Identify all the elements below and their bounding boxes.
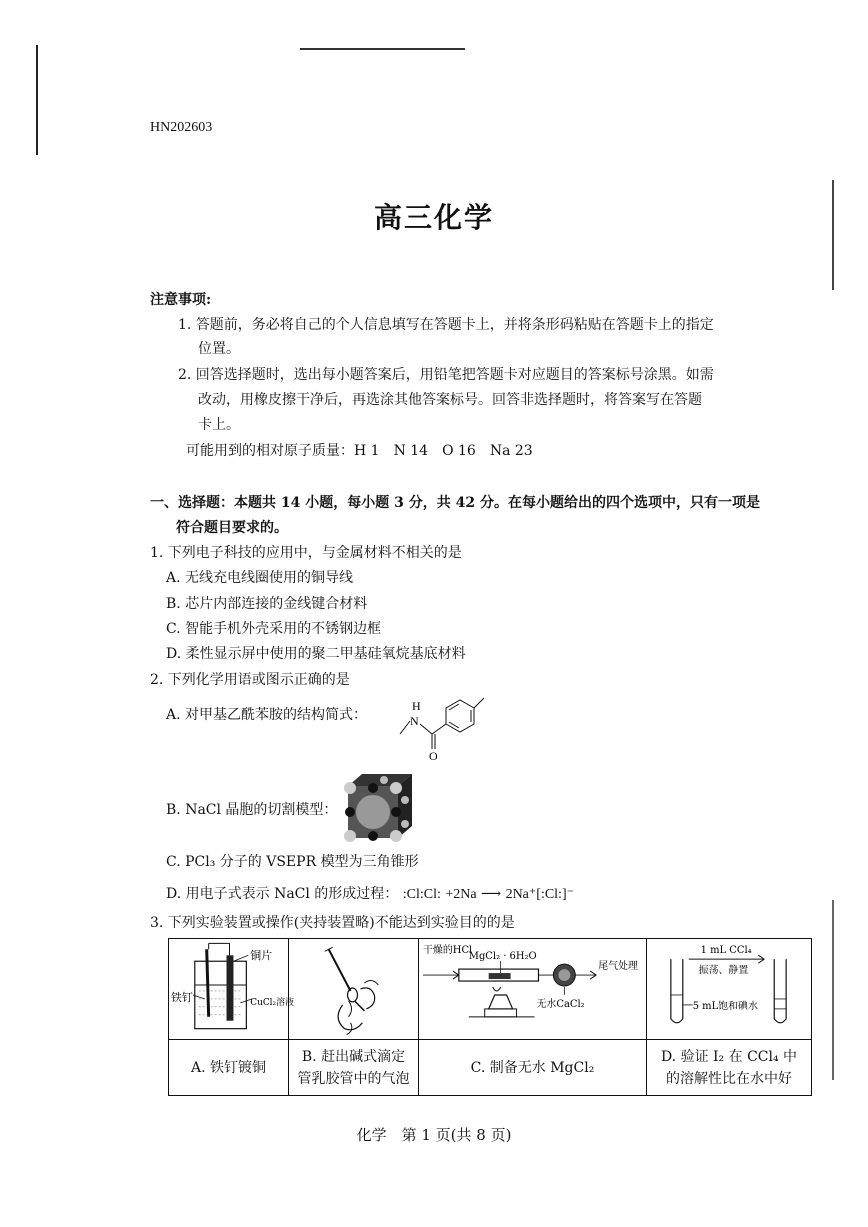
label-ccl4: 1 mL CCl₄ (700, 945, 752, 957)
atom-h: H (412, 699, 421, 713)
section-heading-cont: 符合题目要求的。 (176, 520, 288, 536)
atomic-masses: 可能用到的相对原子质量：H 1 N 14 O 16 Na 23 (186, 443, 533, 459)
page-title: 高三化学 (373, 201, 494, 234)
q3-option-a: A. 铁钉镀铜 (169, 1040, 289, 1096)
label-cacl2: 无水CaCl₂ (536, 998, 585, 1010)
q1-option-d: D. 柔性显示屏中使用的聚二甲基硅氧烷基底材料 (166, 646, 466, 662)
label-iodine-water: 5 mL饱和碘水 (692, 1000, 758, 1012)
q2-option-a: A. 对甲基乙酰苯胺的结构简式： (166, 707, 368, 723)
label-copper: 铜片 (250, 949, 273, 963)
atom-o: O (429, 749, 438, 763)
q2-option-b: B. NaCl 晶胞的切割模型： (166, 802, 338, 818)
q1-option-b: B. 芯片内部连接的金线键合材料 (166, 596, 368, 612)
label-shake: 振荡、静置 (698, 965, 749, 977)
notice-item-2: 2. 回答选择题时，选出每小题答案后，用铅笔把答题卡对应题目的答案标号涂黑。如需 (178, 367, 714, 383)
q2-formula-plus: +2Na (445, 887, 477, 902)
q3-option-d: D. 验证 I₂ 在 CCl₄ 中 的溶解性比在水中好 (647, 1040, 812, 1096)
q2-formula-left: :Cl:Cl: (402, 887, 441, 902)
atom-n: N (410, 714, 419, 728)
label-solution: CuCl₂溶液 (250, 997, 294, 1008)
reaction-arrow: ⟶ (481, 886, 502, 902)
burette-bubble-apparatus (289, 939, 418, 1039)
q3-cell-a-image (169, 939, 294, 1040)
notice-item-1-cont: 位置。 (198, 341, 240, 357)
section-heading: 一、选择题：本题共 14 小题，每小题 3 分，共 42 分。在每小题给出的四个选项中，只有一项是 (150, 495, 760, 511)
acetanilide-structure (398, 694, 508, 766)
notice-heading: 注意事项: (150, 292, 212, 308)
q3-apparatus-table (168, 938, 812, 1096)
q2-option-c: C. PCl₃ 分子的 VSEPR 模型为三角锥形 (166, 854, 419, 870)
label-dry-hcl: 干燥的HCl (422, 945, 473, 957)
iodine-extraction-apparatus (647, 939, 811, 1039)
scan-margin-line (36, 45, 38, 155)
q1-option-c: C. 智能手机外壳采用的不锈钢边框 (166, 621, 382, 637)
scan-margin-line (832, 900, 834, 1080)
q3-cell-b-image (289, 939, 419, 1040)
page-footer: 化学 第 1 页(共 8 页) (356, 1126, 512, 1144)
q3-option-c: C. 制备无水 MgCl₂ (419, 1040, 647, 1096)
label-tail-gas: 尾气处理 (598, 961, 638, 973)
q2-stem: 2. 下列化学用语或图示正确的是 (150, 672, 350, 688)
notice-item-1: 1. 答题前，务必将自己的个人信息填写在答题卡上，并将条形码粘贴在答题卡上的指定 (178, 317, 714, 333)
q2-option-d-text: D. 用电子式表示 NaCl 的形成过程： (166, 886, 399, 902)
notice-item-2-cont: 改动，用橡皮擦干净后，再选涂其他答案标号。回答非选择题时，将答案写在答题 (198, 392, 702, 408)
q3-cell-d-image (647, 939, 812, 1040)
label-iron: 铁钉 (170, 990, 193, 1004)
q3-option-b: B. 赶出碱式滴定 管乳胶管中的气泡 (289, 1040, 419, 1096)
anhydrous-mgcl2-apparatus (419, 939, 646, 1039)
q3-stem: 3. 下列实验装置或操作(夹持装置略)不能达到实验目的的是 (150, 915, 515, 931)
q1-stem: 1. 下列电子科技的应用中，与金属材料不相关的是 (150, 545, 462, 561)
q2-option-d (166, 884, 574, 905)
exam-code: HN202603 (150, 120, 213, 135)
notice-item-2-cont2: 卡上。 (198, 417, 240, 433)
scan-artifact-line (300, 48, 465, 50)
nacl-cell-model (344, 770, 416, 842)
q1-option-a: A. 无线充电线圈使用的铜导线 (166, 570, 354, 586)
label-reagent: MgCl₂ · 6H₂O (468, 951, 537, 963)
electroplating-apparatus (169, 939, 294, 1039)
q2-formula-right: 2Na⁺[:Cl:]⁻ (505, 887, 574, 902)
q3-cell-c-image (419, 939, 647, 1040)
